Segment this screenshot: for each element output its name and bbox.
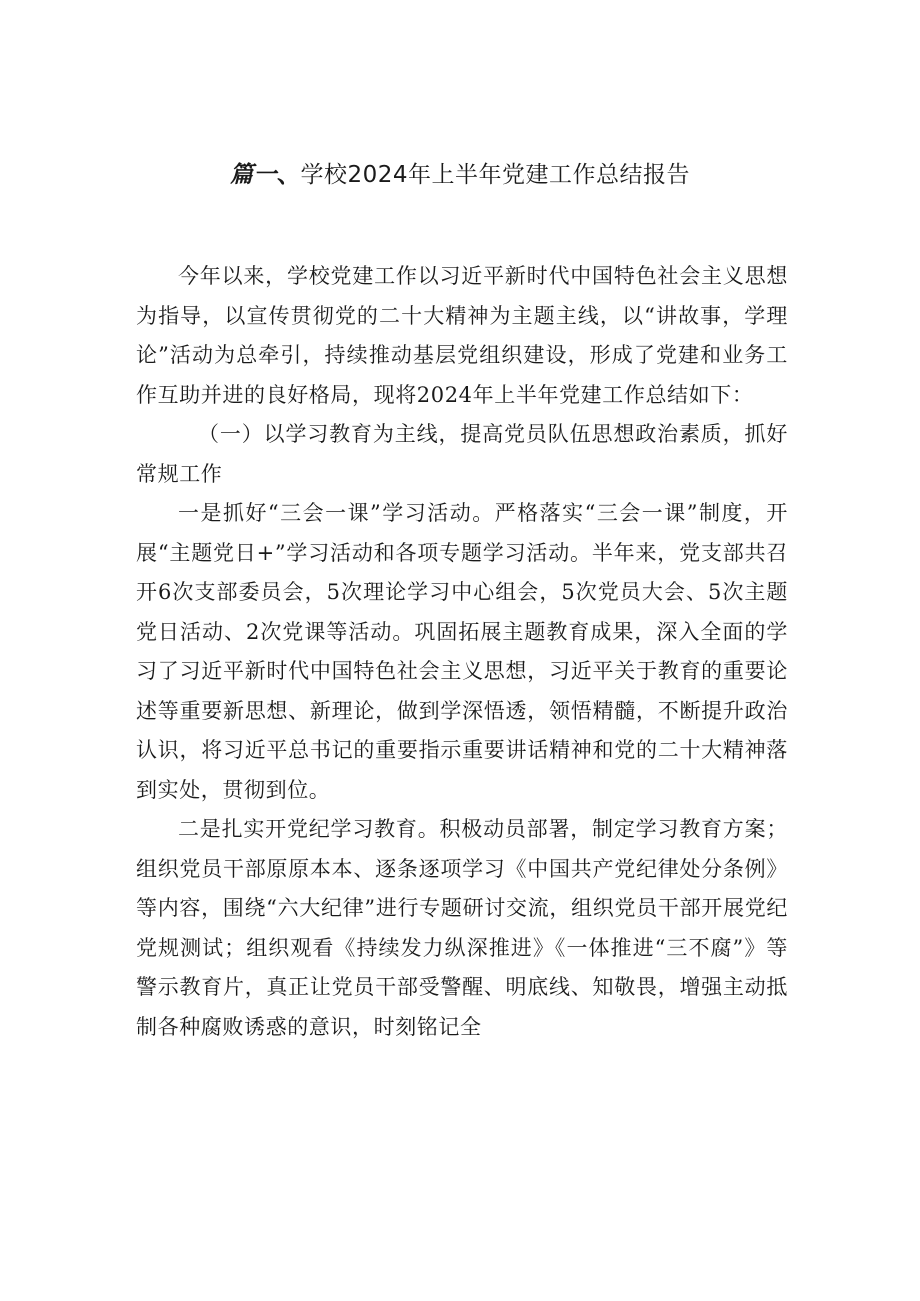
title-separator: 、 (276, 162, 301, 188)
body-paragraph-2: 二是扎实开党纪学习教育。积极动员部署，制定学习教育方案；组织党员干部原原本本、逐条逐项学习《中国共产党纪律处分条例》等内容，围绕“六大纪律”进行专题研讨交流，组织党员干部开展党纪党规测试；组织观看《持续发力纵深推进》《一体推进“三不腐”》等警示教育片，真正让党员干部受警醒、明底线、知敬畏，增强主动抵制各种腐败诱惑的意识，时刻铭记全 (136, 817, 788, 1039)
section-heading: （一）以学习教育为主线，提高党员队伍思想政治素质，抓好常规工作 (136, 422, 788, 486)
document-body (136, 257, 788, 1047)
intro-paragraph: 今年以来，学校党建工作以习近平新时代中国特色社会主义思想为指导，以宣传贯彻党的二十大精神为主题主线，以“讲故事，学理论”活动为总牵引，持续推动基层党组织建设，形成了党建和业务工作互助并进的良好格局，现将2024年上半年党建工作总结如下： (136, 264, 788, 407)
title-prefix: 篇一 (229, 162, 277, 188)
title-main: 学校2024年上半年党建工作总结报告 (300, 162, 691, 188)
document-title (0, 158, 920, 192)
body-paragraph-1: 一是抓好“三会一课”学习活动。严格落实“三会一课”制度，开展“主题党日+”学习活动和各项专题学习活动。半年来，党支部共召开6次支部委员会，5次理论学习中心组会，5次党员大会、5次主题党日活动、2次党课等活动。巩固拓展主题教育成果，深入全面的学习了习近平新时代中国特色社会主义思想，习近平关于教育的重要论述等重要新思想、新理论，做到学深悟透，领悟精髓，不断提升政治认识，将习近平总书记的重要指示重要讲话精神和党的二十大精神落到实处，贯彻到位。 (136, 501, 788, 802)
